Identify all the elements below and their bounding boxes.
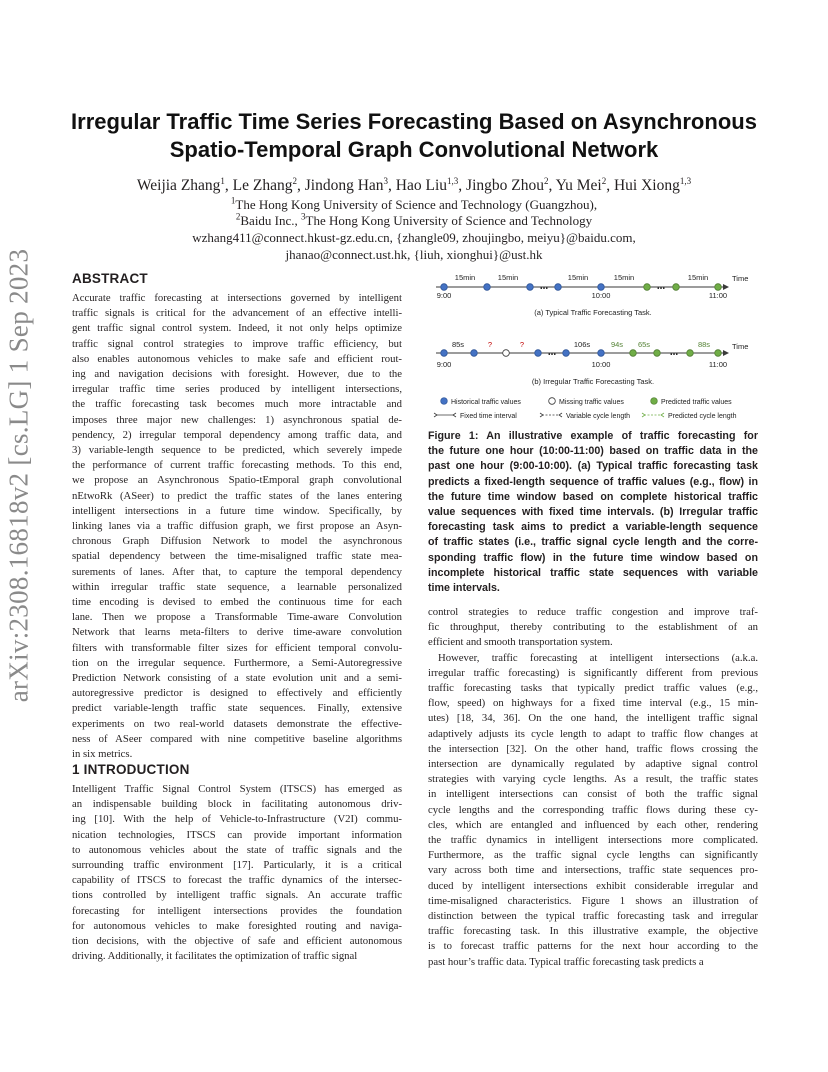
panel-a-interval-2: 15min bbox=[497, 273, 519, 282]
figure-legend bbox=[434, 398, 737, 420]
predicted-point bbox=[630, 350, 637, 357]
predicted-point bbox=[654, 350, 661, 357]
figure-1-caption bbox=[428, 429, 758, 596]
figure-1-graphic bbox=[428, 270, 758, 430]
text-line: in six metrics. bbox=[72, 748, 133, 761]
text-line: fic throughput, thereby contributing to the establishment of an bbox=[428, 621, 758, 634]
introduction-section bbox=[72, 762, 402, 964]
text-line: traffic signal control strategies to improve traffic efficiency, but bbox=[72, 337, 402, 350]
panel-a-interval-4: 15min bbox=[613, 273, 635, 282]
panel-b-interval-88s: 88s bbox=[697, 340, 711, 349]
panel-a-time-10: 10:00 bbox=[591, 291, 611, 300]
text-line: nication technologies, ITSCS can provide important information bbox=[72, 828, 402, 841]
text-line: the future one hour (10:00-11:00) based on traffic data in the bbox=[428, 445, 758, 458]
text-line: Prediction Network consisting of a state evolution unit and a semi- bbox=[72, 672, 402, 685]
text-line: vary across both time and intersections, traffic state sequences pro- bbox=[428, 864, 758, 877]
panel-b-interval-106s: 106s bbox=[573, 340, 591, 349]
panel-b-time-label: Time bbox=[732, 342, 749, 351]
text-line: traffic signals is critical for the advancement of an effective intelli- bbox=[72, 307, 402, 320]
legend-missing-label: Missing traffic values bbox=[559, 399, 624, 406]
text-line: linking lanes via a traffic diffusion graph, we first propose an Asyn- bbox=[72, 520, 402, 533]
panel-b-interval-65s: 65s bbox=[637, 340, 651, 349]
panel-b-caption: (b) Irregular Traffic Forecasting Task. bbox=[531, 377, 655, 386]
historical-point bbox=[555, 284, 562, 291]
text-line: ing [10]. With the help of Vehicle-to-Infrastructure (V2I) commu- bbox=[72, 813, 402, 826]
arxiv-side-stamp bbox=[3, 248, 34, 702]
paper-title bbox=[60, 108, 768, 164]
text-line: irregular traffic time series produced by intelligent intersections, bbox=[72, 383, 402, 396]
text-line: time intervals. bbox=[428, 582, 500, 595]
text-line: predict variable-length traffic state sequences. Finally, extensive bbox=[72, 702, 402, 715]
text-line: Accurate traffic forecasting at intersections governed by intelligent bbox=[72, 292, 402, 304]
text-line: traffic forecasting tasks that typically predict traffic values (e.g., bbox=[428, 682, 758, 695]
author-list: Weijia Zhang$^1$, Le Zhang$^2$, Jindong Han$^3$, Hao Liu$^{1,3}$, Jingbo Zhou$^2$, Yu Mei$^2$, Hui Xiong$^{1,3}$ bbox=[136, 175, 692, 194]
text-line: cles, which are entangled and influenced by each other, rendering bbox=[428, 818, 758, 831]
text-line: cycle lengths and the corresponding traffic flows during these cy- bbox=[428, 803, 758, 816]
panel-b-interval-unknown-2: ? bbox=[519, 340, 525, 349]
author: Le Zhang$^2$ bbox=[232, 175, 297, 194]
panel-a-time-label: Time bbox=[732, 274, 749, 283]
text-line: tion decisions, with the objective of safe and efficient autonomous bbox=[72, 935, 402, 948]
text-line: ing and navigation decisions with foresight. However, due to the bbox=[72, 368, 402, 381]
legend-predicted-marker bbox=[651, 398, 658, 405]
figure-1 bbox=[428, 270, 758, 430]
text-line: adaptively adjusts its cycle length to adapt to traffic flow changes at bbox=[428, 727, 758, 740]
text-line: duced by intelligent intersections exhibit considerable irregular and bbox=[428, 879, 758, 892]
author: Hui Xiong$^{1,3}$ bbox=[613, 175, 692, 194]
author: Hao Liu$^{1,3}$ bbox=[395, 175, 459, 194]
text-line: the traffic dynamics in intelligent intersections more complicated. bbox=[428, 834, 758, 847]
historical-point bbox=[598, 284, 605, 291]
text-line: time-misaligned characteristics. Figure 1 shows an illustration of bbox=[428, 894, 758, 907]
text-line: nEtwoRk (ASeer) to predict the traffic states of the lanes entering bbox=[72, 489, 402, 502]
panel-b-time-9: 9:00 bbox=[436, 360, 452, 369]
text-line: intersection are dynamically regulated by adaptive signal control bbox=[428, 758, 758, 771]
text-line: Furthermore, as the traffic signal cycle lengths can significantly bbox=[428, 849, 758, 862]
affiliation-2: $^2$Baidu Inc., $^3$The Hong Kong University of Science and Technology bbox=[235, 211, 593, 228]
panel-b-time-10: 10:00 bbox=[591, 360, 611, 369]
text-line: distinction between the typical traffic forecasting task and irregular bbox=[428, 910, 758, 923]
panel-b-time-11: 11:00 bbox=[708, 360, 728, 369]
title-line-2: Spatio-Temporal Graph Convolutional Network bbox=[169, 137, 659, 162]
text-line: flow, speed) on highways for a fixed time interval (e.g., 15 min- bbox=[428, 697, 758, 710]
text-line: ness of ASeer compared with nine competitive baseline algorithms bbox=[72, 732, 402, 745]
text-line: for autonomous vehicles to make foresighted routing and naviga- bbox=[72, 919, 402, 932]
email-line-1: wzhang411@connect.hkust-gz.edu.cn, {zhangle09, zhoujingbo, meiyu}@baidu.com, bbox=[192, 230, 636, 245]
legend-predicted-cycle-label: Predicted cycle length bbox=[668, 413, 737, 420]
right-body-text bbox=[428, 605, 758, 970]
text-line: past one hour (9:00-10:00). (a) Typical traffic forecasting task bbox=[428, 460, 758, 473]
text-line: the intersection [32]. On the other hand, traffic flows crossing the bbox=[428, 742, 758, 755]
panel-a-time-9: 9:00 bbox=[436, 291, 452, 300]
text-line: tions controlled by intelligent traffic signals. An accurate traffic bbox=[72, 889, 402, 902]
panel-b-ellipsis-1: ... bbox=[547, 347, 557, 358]
text-line: time encoding is devised to embed the continuous time for each bbox=[72, 596, 402, 609]
text-line: irregular traffic forecasting) is significantly different from previous bbox=[428, 666, 758, 679]
predicted-point bbox=[715, 350, 722, 357]
text-line: spatial dependency between the time-misaligned traffic state mea- bbox=[72, 550, 402, 563]
text-line: forecasting task aims to predict a variable-length sequence bbox=[428, 521, 758, 534]
text-line: efficient and smooth transportation system. bbox=[428, 636, 613, 649]
predicted-point bbox=[715, 284, 722, 291]
legend-fixed-label: Fixed time interval bbox=[460, 413, 517, 420]
historical-point bbox=[484, 284, 491, 291]
author: Jingbo Zhou$^2$ bbox=[466, 175, 549, 194]
historical-point bbox=[527, 284, 534, 291]
panel-a-interval-5: 15min bbox=[687, 273, 709, 282]
text-line: value sequences with fixed time intervals. (b) Irregular traffic bbox=[428, 506, 758, 519]
predicted-point bbox=[644, 284, 651, 291]
text-line: an indispensable building block in facilitating autonomous driv- bbox=[72, 798, 402, 811]
paragraph-continuation bbox=[428, 605, 758, 651]
text-line: driving. Additionally, it facilitates the optimization of traffic signal bbox=[72, 950, 358, 963]
text-line: However, traffic forecasting at intelligent intersections (a.k.a. bbox=[438, 651, 758, 664]
abstract-text bbox=[72, 291, 402, 762]
paragraph-however bbox=[428, 651, 758, 970]
legend-historical-marker bbox=[441, 398, 448, 405]
text-line: experiments on two real-world datasets demonstrate the effective- bbox=[72, 717, 402, 730]
text-line: within irregular traffic state sequence, a learnable personalized bbox=[72, 580, 402, 593]
text-line: predicts a fixed-length sequence of traffic values (e.g., flow) in bbox=[428, 475, 758, 488]
text-line: filters with transformable filter sizes for efficient temporal convolu- bbox=[72, 641, 402, 654]
text-line: the future time window based on complete historical traffic bbox=[428, 490, 758, 503]
text-line: traffic forecasting task. In this illustrative example, the objective bbox=[428, 925, 758, 938]
text-line: past hour’s traffic data. Typical traffic forecasting task predicts a bbox=[428, 955, 704, 968]
legend-variable-label: Variable cycle length bbox=[566, 413, 631, 420]
panel-b-interval-94s: 94s bbox=[610, 340, 624, 349]
title-line-1: Irregular Traffic Time Series Forecasting Based on Asynchronous bbox=[71, 109, 757, 134]
text-line: sponding traffic flow) in the future time window based on bbox=[428, 551, 758, 564]
panel-a-ellipsis-1: ... bbox=[539, 281, 549, 292]
introduction-heading: 1 INTRODUCTION bbox=[72, 762, 190, 777]
predicted-point bbox=[687, 350, 694, 357]
panel-a bbox=[436, 273, 748, 317]
panel-a-interval-1: 15min bbox=[454, 273, 476, 282]
panel-b-ellipsis-2: ... bbox=[669, 347, 679, 358]
historical-point bbox=[598, 350, 605, 357]
text-line: in intelligent intersections can consist of both the traffic signal bbox=[428, 788, 758, 801]
text-line: we propose an Asynchronous Spatio-tEmporal graph convolutional bbox=[72, 474, 402, 487]
author: Jindong Han$^3$ bbox=[304, 175, 389, 194]
text-line: forecasting for intelligent intersections provides the foundation bbox=[72, 904, 402, 917]
text-line: chronous Graph Diffusion Network to model the asynchronous bbox=[72, 535, 402, 548]
text-line: of traffic states (i.e., traffic signal cycle length and the corre- bbox=[428, 536, 758, 549]
historical-point bbox=[441, 284, 448, 291]
panel-a-caption: (a) Typical Traffic Forecasting Task. bbox=[534, 308, 652, 317]
introduction-text bbox=[72, 782, 402, 964]
panel-a-time-11: 11:00 bbox=[708, 291, 728, 300]
legend-historical-label: Historical traffic values bbox=[451, 399, 521, 406]
text-line: strategies with varying cycle lengths. As a result, the traffic states bbox=[428, 773, 758, 786]
text-line: autoregressive predictor is designed to effectively and efficiently bbox=[72, 687, 402, 700]
text-line: the performance of current traffic forecasting methods. To this end, bbox=[72, 459, 402, 472]
text-line: capability of ITSCS to forecast the traffic dynamics of the intersec- bbox=[72, 874, 402, 887]
arxiv-id: arXiv:2308.16818v2 [cs.LG] 1 Sep 2023 bbox=[3, 248, 34, 702]
text-line: 3) variable-length sequence to be predicted, which severely impede bbox=[72, 444, 402, 457]
panel-b-interval-85s: 85s bbox=[451, 340, 465, 349]
text-line: the traffic forecasting task becomes much more intractable and bbox=[72, 398, 402, 411]
text-line: also enables autonomous vehicles to make safe and efficient rout- bbox=[72, 352, 402, 365]
historical-point bbox=[563, 350, 570, 357]
text-line: Network that learns meta-filters to derive time-aware convolution bbox=[72, 626, 402, 639]
missing-point bbox=[503, 350, 510, 357]
text-line: gent traffic signal control system. Indeed, it not only helps optimize bbox=[72, 322, 402, 335]
panel-a-ellipsis-2: ... bbox=[656, 281, 666, 292]
text-line: surrounding traffic environment [17]. Particularly, it is a critical bbox=[72, 859, 402, 872]
panel-a-interval-3: 15min bbox=[567, 273, 589, 282]
text-line: control strategies to reduce traffic congestion and improve traf- bbox=[428, 606, 758, 618]
abstract-heading: ABSTRACT bbox=[72, 271, 148, 286]
panel-b bbox=[436, 340, 748, 386]
text-line: pendency, 2) irregular temporal dependency among traffic data, and bbox=[72, 428, 402, 441]
author: Weijia Zhang$^1$ bbox=[136, 175, 225, 194]
text-line: utes) [18, 34, 36]. On the one hand, the intelligent traffic signal bbox=[428, 712, 758, 725]
historical-point bbox=[471, 350, 478, 357]
text-line: lane. Then we propose a Transformable Time-aware Convolution bbox=[72, 611, 402, 624]
abstract-section bbox=[72, 271, 402, 762]
text-line: Figure 1: An illustrative example of traffic forecasting for bbox=[428, 430, 758, 442]
predicted-point bbox=[673, 284, 680, 291]
text-line: surements of lanes. After that, to capture the temporal dependency bbox=[72, 565, 402, 578]
legend-missing-marker bbox=[549, 398, 556, 405]
historical-point bbox=[535, 350, 542, 357]
text-line: tion on the irregular sequence. Furthermore, a Semi-Autoregressive bbox=[72, 656, 402, 669]
affiliation-1: $^1$The Hong Kong University of Science and Technology (Guangzhou), bbox=[230, 195, 598, 212]
email-line-2: jhanao@connect.ust.hk, {liuh, xionghui}@ust.hk bbox=[285, 247, 543, 262]
legend-predicted-label: Predicted traffic values bbox=[661, 399, 732, 406]
text-line: Intelligent Traffic Signal Control System (ITSCS) has emerged as bbox=[72, 783, 402, 795]
text-line: is to forecast traffic patterns for the next hour according to the bbox=[428, 940, 758, 953]
text-line: intelligent intersections in a future time window. Specifically, by bbox=[72, 504, 402, 517]
text-line: to autonomous vehicles about the state of traffic signals and the bbox=[72, 843, 402, 856]
text-line: imposes three major new challenges: 1) asynchronous spatial de- bbox=[72, 413, 402, 426]
author: Yu Mei$^2$ bbox=[555, 175, 607, 194]
historical-point bbox=[441, 350, 448, 357]
text-line: incomplete historical traffic state sequences with variable bbox=[428, 566, 758, 579]
panel-b-interval-unknown-1: ? bbox=[487, 340, 493, 349]
